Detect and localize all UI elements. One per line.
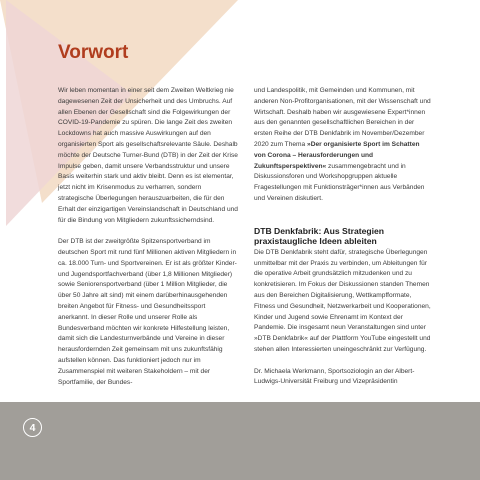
author-signature: Dr. Michaela Werkmann, Sportsoziologin an der Albert-Ludwigs-Universität Freiburg und Vizepräsidentin [254,367,415,386]
right-text-column [254,86,432,388]
section-subheading: DTB Denkfabrik: Aus Strategien praxistaugliche Ideen ableiten [254,225,385,247]
dtb-description-paragraph: Der DTB ist der zweitgrößte Spitzensportverband im deutschen Sport mit rund fünf Millionen aktiven Mitgliedern in ca. 18.000 Turn- und Sportvereinen. Er ist als größter Kinder- und Jugendsportfachverband (über 1,8 Millionen Mitglieder) sowie Seniorensportverband (über 1 Million Mitglieder, die über 50 Jahre alt sind) mit einem darüberhinausgehenden breiten Angebot für Fitness- und Gesundheitssport anerkannt. In dieser Rolle und unserer Rolle als Bundesverband möchten wir konkrete Hilfestellung leisten, damit sich die Landesturnverbände und Vereine in dieser herausfordernden Zeit gemeinsam mit uns zukunftsfähig aufstellen können. Das funktioniert jedoch nur im Zusammenspiel mit weiteren Stakeholdern – mit der Sportfamilie, der Bundes- [58,238,237,386]
stakeholders-text: und Landespolitik, mit Gemeinden und Kommunen, mit anderen Non-Profitorganisationen, mit der Wissenschaft und Wirtschaft. Deshalb haben wir ausgewiesene Expert*innen aus den genannten gesellschaftlichen Bereichen in der ersten Reihe der DTB Denkfabrik im November/Dezember 2020 zum Thema [254,87,431,148]
intro-paragraph: Wir leben momentan in einer seit dem Zweiten Weltkrieg nie dagewesenen Zeit der Unsicherheit und des Umbruchs. Auf allen Ebenen der Gesellschaft sind die Folgewirkungen der COVID-19-Pandemie zu spüren. Die lange Zeit des zweiten Lockdowns hat auch massive Auswirkungen auf den organisierten Sport als gesellschaftsrelevante Säule. Deshalb möchte der Deutsche Turner-Bund (DTB) in der Zeit der Krise Impulse geben, damit unsere Verbandsstruktur und unsere Basis weiterhin stark und aktiv bleibt. Denn es ist elementar, jetzt nicht im Krisenmodus zu verharren, sondern strategische Überlegungen herauszuarbeiten, die für den Erhalt der einzigartigen Vereinslandschaft in Deutschland und für die Bindung von Mitgliedern zukunftssicherndsind. [58,87,238,224]
event-theme-bold: »Der organisierte Sport im Schatten von Corona – Herausforderungen und Zukunftsperspektiven« [254,140,420,170]
stakeholders-text-end: zusammengebracht und in Diskussionsforen und Workshopgruppen aktuelle Fragestellungen mit Funktionsträger*innen aus Verbänden und Vereinen diskutiert. [254,162,425,202]
denkfabrik-paragraph: Die DTB Denkfabrik steht dafür, strategische Überlegungen unmittelbar mit der Praxis zu verbinden, um Ableitungen für die operative Arbeit grundsätzlich mitzudenken und zu konkretisieren. Im Fokus der Diskussionen standen Themen aus den Bereichen Digitalisierung, Wettkampfformate, Fitness und Gesundheit, Netzwerkarbeit und Kooperationen, Kinder und Jugend sowie Ehrenamt im Kontext der Pandemie. Die insgesamt neun Veranstaltungen sind unter »DTB Denkfabrik« auf der Plattform YouTube eingestellt und stehen allen Interessierten uneingeschränkt zur Verfügung. [254,248,431,353]
left-text-column [58,86,238,388]
footer-bar [0,402,480,480]
page-title: Vorwort [58,42,129,63]
page-number-badge: 4 [23,418,42,437]
stakeholders-paragraph [254,86,432,205]
